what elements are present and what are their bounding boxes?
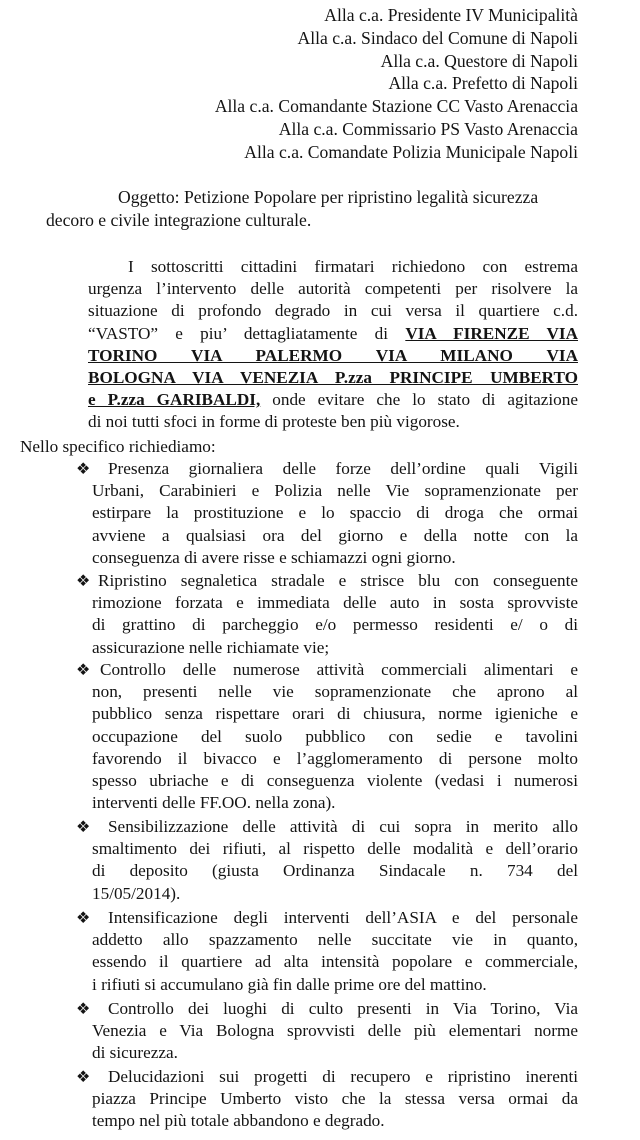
request-line: essendo il quartiere ad alta intensità popolare e commerciale, xyxy=(92,952,578,972)
recipient-line: Alla c.a. Questore di Napoli xyxy=(380,50,578,71)
recipient-line: Alla c.a. Comandate Polizia Municipale Napoli xyxy=(244,141,578,162)
request-line: smaltimento dei rifiuti, al rispetto delle modalità e dell’orario xyxy=(92,839,578,859)
body-line: I sottoscritti cittadini firmatari richiedono con estrema xyxy=(128,257,578,276)
body-paragraph xyxy=(88,256,578,434)
request-line: Controllo dei luoghi di culto presenti in Via Torino, Via xyxy=(108,999,578,1018)
streets-highlight: VIA FIRENZE VIA xyxy=(405,323,579,343)
request-line: tempo nel più totale abbandono e degrado. xyxy=(92,1111,385,1131)
body-text: “VASTO” e piu’ dettagliatamente di xyxy=(88,323,389,343)
request-line: occupazione del suolo pubblico con sedie e tavolini xyxy=(92,726,578,746)
request-line: Ripristino segnaletica stradale e strisce blu con conseguente xyxy=(98,571,578,590)
subject-block xyxy=(46,186,580,231)
request-line: non, presenti nelle vie sopramenzionate che aprono al xyxy=(92,682,578,702)
request-line: piazza Principe Umberto visto che la stessa versa ormai da xyxy=(92,1089,578,1109)
request-line: Urbani, Carabinieri e Polizia nelle Vie sopramenzionate per xyxy=(92,481,578,501)
subject-line: decoro e civile integrazione culturale. xyxy=(46,209,312,230)
diamond-bullet-icon: ❖ xyxy=(76,817,91,836)
streets-highlight: e P.zza GARIBALDI, xyxy=(88,390,261,410)
request-line: avviene a qualsiasi ora del giorno e della notte con la xyxy=(92,525,578,545)
recipient-line: Alla c.a. Prefetto di Napoli xyxy=(388,73,578,94)
request-line: interventi delle FF.OO. nella zona). xyxy=(92,793,336,813)
body-line: di noi tutti sfoci in forme di proteste ben più vigorose. xyxy=(88,412,460,432)
recipient-line: Alla c.a. Presidente IV Municipalità xyxy=(324,5,578,25)
request-line: 15/05/2014). xyxy=(92,883,181,903)
streets-highlight: TORINO VIA PALERMO VIA MILANO VIA xyxy=(88,345,578,365)
request-item xyxy=(72,1066,578,1133)
streets-highlight: BOLOGNA VIA VENEZIA P.zza PRINCIPE UMBERTO xyxy=(88,367,578,387)
request-item xyxy=(72,570,578,659)
recipient-line: Alla c.a. Sindaco del Comune di Napoli xyxy=(297,27,578,48)
diamond-bullet-icon: ❖ xyxy=(76,908,91,927)
request-line: conseguenza di avere risse e schiamazzi ogni giorno. xyxy=(92,547,456,567)
body-line: situazione di profondo degrado in cui versa il quartiere c.d. xyxy=(88,301,578,321)
request-line: favorendo il bivacco e l’agglomeramento di persone molto xyxy=(92,748,578,768)
request-line: estirpare la prostituzione e lo spaccio di droga che ormai xyxy=(92,503,578,523)
request-line: rimozione forzata e immediata delle auto in sosta sprovviste xyxy=(92,593,578,613)
request-line: Venezia e Via Bologna sprovvisti delle più elementari norme xyxy=(92,1021,578,1041)
request-line: addetto allo spazzamento nelle succitate vie in quanto, xyxy=(92,930,578,950)
request-item xyxy=(72,816,578,905)
request-line: Presenza giornaliera delle forze dell’ordine quali Vigili xyxy=(108,459,578,478)
request-line: spesso ubriache e di conseguenza violente (vedasi i numerosi xyxy=(92,770,578,790)
request-line: di grattino di parcheggio e/o permesso residenti e/ o di xyxy=(92,615,578,635)
body-text: onde evitare che lo stato di agitazione xyxy=(272,390,578,410)
diamond-bullet-icon: ❖ xyxy=(76,1067,91,1086)
request-item xyxy=(72,998,578,1065)
request-item xyxy=(72,907,578,996)
body-line xyxy=(88,323,578,345)
request-item xyxy=(72,458,578,569)
recipient-line: Alla c.a. Comandante Stazione CC Vasto Arenaccia xyxy=(214,96,578,117)
requests-intro: Nello specifico richiediamo: xyxy=(20,437,216,456)
recipient-line: Alla c.a. Commissario PS Vasto Arenaccia xyxy=(278,118,578,139)
body-line xyxy=(88,389,578,411)
recipients-block xyxy=(0,4,578,164)
body-line: urgenza l’intervento delle autorità competenti per risolvere la xyxy=(88,279,578,299)
request-line: Delucidazioni sui progetti di recupero e ripristino inerenti xyxy=(108,1067,578,1086)
request-line: assicurazione nelle richiamate vie; xyxy=(92,637,330,657)
diamond-bullet-icon: ❖ xyxy=(76,660,91,679)
diamond-bullet-icon: ❖ xyxy=(76,999,91,1018)
diamond-bullet-icon: ❖ xyxy=(76,459,91,478)
request-line: Sensibilizzazione delle attività di cui sopra in merito allo xyxy=(108,817,578,836)
request-line: di deposito (giusta Ordinanza Sindacale n. 734 del xyxy=(92,861,578,881)
request-line: Controllo delle numerose attività commerciali alimentari e xyxy=(100,660,578,679)
request-line: di sicurezza. xyxy=(92,1043,178,1063)
request-line: i rifiuti si accumulano già fin dalle prime ore del mattino. xyxy=(92,974,487,994)
request-line: pubblico senza rispettare orari di chiusura, norme igieniche e xyxy=(92,704,578,724)
subject-line: Oggetto: Petizione Popolare per ripristino legalità sicurezza xyxy=(118,187,539,207)
request-line: Intensificazione degli interventi dell’ASIA e del personale xyxy=(108,908,578,927)
request-item xyxy=(72,659,578,814)
diamond-bullet-icon: ❖ xyxy=(76,571,91,590)
